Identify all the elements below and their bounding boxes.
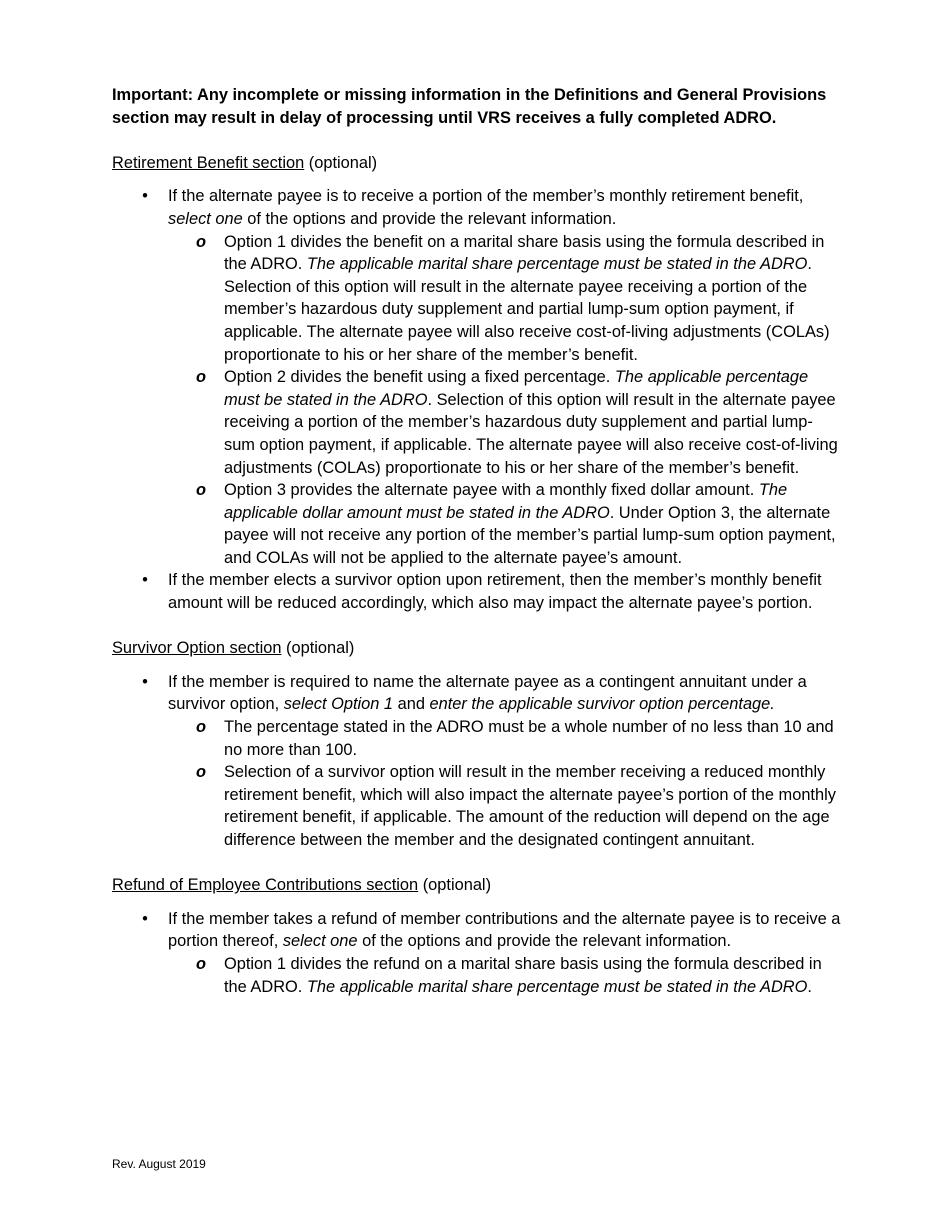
list-item-text: of the options and provide the relevant information. [357,932,732,951]
optional-label: (optional) [422,876,492,895]
refund-section-heading [112,874,842,897]
option-text: . Selection of this option will result in the alternate payee receiving a portion of the member’s hazardous duty supplement and partial lump-sum option payment, if applicable. The alternate payee will also receive cost-of-living adjustments (COLAs) proportionate to his or her share of the member’s benefit. [224,255,830,364]
sub-bullet-icon: o [195,718,206,737]
emphasis-text: The applicable marital share percentage must be stated in the ADRO [306,977,808,996]
retirement-section-title: Retirement Benefit section [112,153,305,172]
list-item [142,569,842,614]
list-item-text: If the member elects a survivor option upon retirement, then the member’s monthly benefit amount will be reduced accordingly, which also may impact the alternate payee’s portion. [168,571,822,613]
option-item [195,761,842,851]
emphasis-text: select one [282,932,358,951]
option-text: Option 3 provides the alternate payee with a monthly fixed dollar amount. [224,481,759,500]
emphasis-text: The applicable marital share percentage must be stated in the ADRO [306,255,808,274]
option-item [195,231,842,367]
list-item [142,671,842,852]
important-notice: Important: Any incomplete or missing information in the Definitions and General Provisions section may result in delay of processing until VRS receives a fully completed ADRO. [112,86,827,127]
option-item [195,716,842,761]
bullet-icon: • [142,187,148,206]
sub-bullet-icon: o [195,954,206,973]
option-text: Option 2 divides the benefit using a fixed percentage. [224,368,615,387]
retirement-bullet-list [112,185,842,614]
option-text: . Under Option 3, the alternate payee will not receive any portion of the member’s partial lump-sum option payment, and COLAs will not be applied to the alternate payee’s amount. [224,503,836,567]
option-item [195,366,842,479]
retirement-options-list [168,231,842,570]
list-item-text: If the alternate payee is to receive a portion of the member’s monthly retirement benefit, [168,187,804,206]
sub-bullet-icon: o [195,368,206,387]
list-item-text: If the member is required to name the alternate payee as a contingent annuitant under a survivor option, [168,672,807,714]
retirement-section-heading [112,152,842,175]
optional-label: (optional) [308,153,378,172]
survivor-sub-list [168,716,842,852]
refund-section-title: Refund of Employee Contributions section [112,876,419,895]
option-text: . [807,977,812,996]
emphasis-text: select one [168,209,243,228]
refund-bullet-list [112,908,842,998]
emphasis-text: select Option 1 [283,695,394,714]
survivor-section-heading [112,637,842,660]
list-item [142,185,842,569]
option-text: Selection of a survivor option will result in the member receiving a reduced monthly retirement benefit, which will also impact the alternate payee’s portion of the monthly retirement benefit, if applicable. The amount of the reduction will depend on the age difference between the member and the designated contingent annuitant. [224,763,836,849]
option-text: Option 1 divides the refund on a marital share basis using the formula described in the ADRO. [224,954,822,996]
list-item-text: and [393,695,430,714]
list-item-text: of the options and provide the relevant information. [242,209,617,228]
emphasis-text: The applicable dollar amount must be stated in the ADRO [224,481,788,522]
sub-bullet-icon: o [195,763,206,782]
bullet-icon: • [142,909,148,928]
survivor-bullet-list [112,671,842,852]
option-item [195,479,842,569]
list-item-text: If the member takes a refund of member contributions and the alternate payee is to receive a portion thereof, [168,909,841,951]
optional-label: (optional) [286,639,355,658]
revision-footer: Rev. August 2019 [112,1157,206,1171]
option-item [195,953,842,998]
emphasis-text: The applicable percentage must be stated in the ADRO [224,368,809,409]
sub-bullet-icon: o [195,232,206,251]
sub-bullet-icon: o [195,481,206,500]
bullet-icon: • [142,672,148,691]
option-text: . Selection of this option will result in the alternate payee receiving a portion of the member’s hazardous duty supplement and partial lump-sum option payment, if applicable. The alternate payee will also receive cost-of-living adjustments (COLAs) proportionate to his or her share of the member’s benefit. [224,390,838,477]
emphasis-text: enter the applicable survivor option percentage. [429,695,775,714]
bullet-icon: • [142,571,148,590]
list-item [142,908,842,998]
option-text: Option 1 divides the benefit on a marital share basis using the formula described in the ADRO. [224,232,825,274]
document-body [112,84,842,998]
survivor-section-title: Survivor Option section [112,639,282,658]
option-text: The percentage stated in the ADRO must be a whole number of no less than 10 and no more than 100. [224,718,834,759]
refund-options-list [168,953,842,998]
